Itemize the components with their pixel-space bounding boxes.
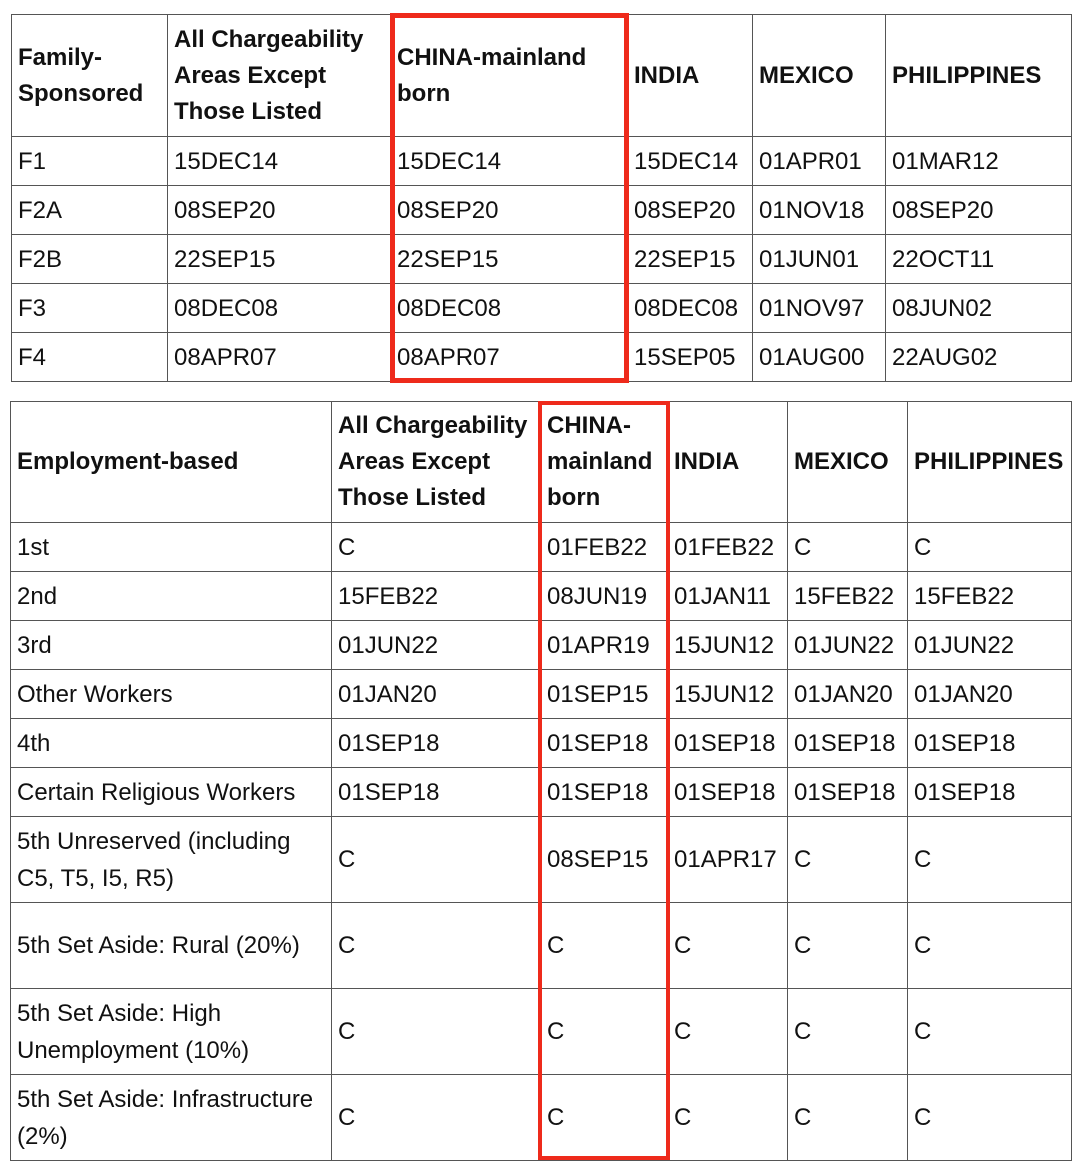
date-cell: C — [908, 989, 1072, 1075]
header-cell: CHINA-mainland born — [391, 15, 628, 137]
date-cell: 01JUN22 — [788, 621, 908, 670]
header-cell: All Chargeability Areas Except Those Listed — [332, 402, 541, 523]
date-cell: C — [541, 903, 668, 989]
category-cell: F4 — [12, 333, 168, 382]
date-cell: 01SEP18 — [788, 719, 908, 768]
table-row — [11, 572, 1072, 621]
table-row — [12, 333, 1072, 382]
date-cell: C — [788, 903, 908, 989]
date-cell: 01SEP18 — [541, 719, 668, 768]
date-cell: 22OCT11 — [886, 235, 1072, 284]
table-row — [11, 768, 1072, 817]
employment-based-table — [10, 401, 1072, 1161]
date-cell: 15FEB22 — [908, 572, 1072, 621]
date-cell: 15DEC14 — [628, 137, 753, 186]
table-row — [11, 719, 1072, 768]
table-row — [12, 235, 1072, 284]
date-cell: C — [541, 989, 668, 1075]
date-cell: 01SEP18 — [332, 719, 541, 768]
date-cell: C — [332, 903, 541, 989]
date-cell: 15DEC14 — [391, 137, 628, 186]
date-cell: 01APR17 — [668, 817, 788, 903]
table-row — [11, 903, 1072, 989]
date-cell: 22SEP15 — [168, 235, 391, 284]
date-cell: 01SEP18 — [908, 768, 1072, 817]
date-cell: 01AUG00 — [753, 333, 886, 382]
date-cell: 01NOV18 — [753, 186, 886, 235]
date-cell: C — [788, 523, 908, 572]
category-cell: Certain Religious Workers — [11, 768, 332, 817]
date-cell: C — [541, 1075, 668, 1161]
table-header-row — [11, 402, 1072, 523]
date-cell: 08SEP20 — [168, 186, 391, 235]
table-row — [11, 523, 1072, 572]
date-cell: 01APR01 — [753, 137, 886, 186]
date-cell: 01SEP18 — [788, 768, 908, 817]
category-cell: Other Workers — [11, 670, 332, 719]
date-cell: 15DEC14 — [168, 137, 391, 186]
date-cell: C — [668, 903, 788, 989]
category-cell: 5th Set Aside: Rural (20%) — [11, 903, 332, 989]
date-cell: 01JAN20 — [788, 670, 908, 719]
category-cell: 2nd — [11, 572, 332, 621]
date-cell: 01SEP18 — [668, 719, 788, 768]
date-cell: 01JUN01 — [753, 235, 886, 284]
date-cell: 08DEC08 — [391, 284, 628, 333]
category-cell: 4th — [11, 719, 332, 768]
date-cell: C — [788, 989, 908, 1075]
header-cell: Employment-based — [11, 402, 332, 523]
date-cell: 01NOV97 — [753, 284, 886, 333]
date-cell: C — [788, 1075, 908, 1161]
date-cell: 15SEP05 — [628, 333, 753, 382]
table-row — [11, 989, 1072, 1075]
date-cell: C — [908, 817, 1072, 903]
date-cell: 08SEP15 — [541, 817, 668, 903]
date-cell: 01FEB22 — [541, 523, 668, 572]
date-cell: 15FEB22 — [332, 572, 541, 621]
date-cell: C — [788, 817, 908, 903]
date-cell: C — [332, 817, 541, 903]
date-cell: 08DEC08 — [168, 284, 391, 333]
date-cell: 01MAR12 — [886, 137, 1072, 186]
category-cell: F2B — [12, 235, 168, 284]
date-cell: 15JUN12 — [668, 621, 788, 670]
header-cell: MEXICO — [788, 402, 908, 523]
table-row — [12, 137, 1072, 186]
header-cell: MEXICO — [753, 15, 886, 137]
date-cell: 01JAN20 — [332, 670, 541, 719]
date-cell: 22SEP15 — [628, 235, 753, 284]
date-cell: 08SEP20 — [391, 186, 628, 235]
header-cell: All Chargeability Areas Except Those Listed — [168, 15, 391, 137]
table-row — [11, 670, 1072, 719]
date-cell: C — [668, 1075, 788, 1161]
date-cell: 08JUN19 — [541, 572, 668, 621]
date-cell: C — [332, 523, 541, 572]
family-sponsored-table — [11, 14, 1072, 382]
category-cell: F1 — [12, 137, 168, 186]
header-cell: INDIA — [628, 15, 753, 137]
category-cell: 5th Set Aside: Infrastructure (2%) — [11, 1075, 332, 1161]
date-cell: 01SEP15 — [541, 670, 668, 719]
date-cell: 22AUG02 — [886, 333, 1072, 382]
date-cell: 01SEP18 — [908, 719, 1072, 768]
header-cell: CHINA-mainland born — [541, 402, 668, 523]
table-row — [12, 284, 1072, 333]
date-cell: 08DEC08 — [628, 284, 753, 333]
date-cell: 22SEP15 — [391, 235, 628, 284]
date-cell: C — [908, 1075, 1072, 1161]
table-header-row — [12, 15, 1072, 137]
category-cell: 5th Unreserved (including C5, T5, I5, R5) — [11, 817, 332, 903]
date-cell: C — [908, 523, 1072, 572]
date-cell: 08APR07 — [168, 333, 391, 382]
header-cell: Family-Sponsored — [12, 15, 168, 137]
date-cell: 01FEB22 — [668, 523, 788, 572]
date-cell: 08APR07 — [391, 333, 628, 382]
date-cell: 01JUN22 — [332, 621, 541, 670]
date-cell: 01SEP18 — [332, 768, 541, 817]
table-row — [11, 1075, 1072, 1161]
table-row — [11, 817, 1072, 903]
date-cell: 08SEP20 — [628, 186, 753, 235]
date-cell: C — [332, 1075, 541, 1161]
category-cell: 5th Set Aside: High Unemployment (10%) — [11, 989, 332, 1075]
date-cell: 01APR19 — [541, 621, 668, 670]
category-cell: 3rd — [11, 621, 332, 670]
date-cell: 08JUN02 — [886, 284, 1072, 333]
date-cell: 15JUN12 — [668, 670, 788, 719]
header-cell: INDIA — [668, 402, 788, 523]
header-cell: PHILIPPINES — [908, 402, 1072, 523]
date-cell: 15FEB22 — [788, 572, 908, 621]
date-cell: C — [908, 903, 1072, 989]
category-cell: 1st — [11, 523, 332, 572]
date-cell: C — [332, 989, 541, 1075]
date-cell: 01SEP18 — [541, 768, 668, 817]
date-cell: 01JUN22 — [908, 621, 1072, 670]
category-cell: F3 — [12, 284, 168, 333]
date-cell: C — [668, 989, 788, 1075]
header-cell: PHILIPPINES — [886, 15, 1072, 137]
date-cell: 08SEP20 — [886, 186, 1072, 235]
date-cell: 01SEP18 — [668, 768, 788, 817]
date-cell: 01JAN20 — [908, 670, 1072, 719]
category-cell: F2A — [12, 186, 168, 235]
date-cell: 01JAN11 — [668, 572, 788, 621]
table-row — [12, 186, 1072, 235]
table-row — [11, 621, 1072, 670]
